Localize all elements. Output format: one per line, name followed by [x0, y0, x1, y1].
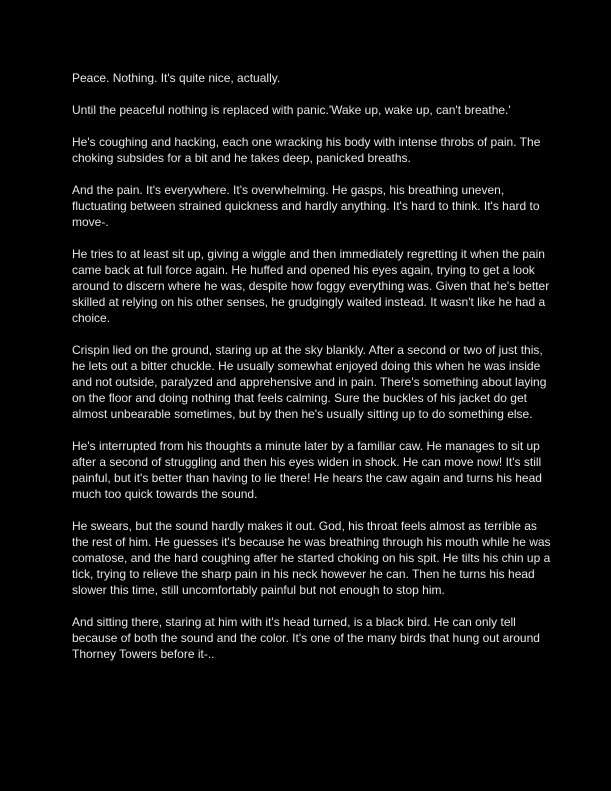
paragraph-6: Crispin lied on the ground, staring up at the sky blankly. After a second or two of just this, he lets out a bitter chuckle. He usually somewhat enjoyed doing this when he was inside and not outside, paralyzed and apprehensive and in pain. There's something about laying on the floor and doing nothing that feels calming. Sure the buckles of his jacket do get almost unbearable sometimes, but by then he's usually sitting up to do something else. — [72, 343, 547, 421]
paragraph-2: Until the peaceful nothing is replaced with panic.'Wake up, wake up, can't breathe.' — [72, 103, 511, 117]
story-text-body — [72, 70, 552, 678]
paragraph-8: He swears, but the sound hardly makes it out. God, his throat feels almost as terrible as the rest of him. He guesses it's because he was breathing through his mouth while he was comatose, and the hard coughing after he started choking on his spit. He tilts his chin up a tick, trying to relieve the sharp pain in his neck however he can. Then he turns his head slower this time, still uncomfortably painful but not enough to stop him. — [72, 519, 551, 597]
paragraph-1: Peace. Nothing. It's quite nice, actually. — [72, 71, 281, 85]
paragraph-9: And sitting there, staring at him with it's head turned, is a black bird. He can only tell because of both the sound and the color. It's one of the many birds that hung out around Thorney Towers before it-.. — [72, 615, 540, 661]
paragraph-7: He's interrupted from his thoughts a minute later by a familiar caw. He manages to sit up after a second of struggling and then his eyes widen in shock. He can move now! It's still painful, but it's better than having to lie there! He hears the caw again and turns his head much too quick towards the sound. — [72, 439, 542, 501]
paragraph-3: He's coughing and hacking, each one wracking his body with intense throbs of pain. The choking subsides for a bit and he takes deep, panicked breaths. — [72, 135, 541, 165]
paragraph-4: And the pain. It's everywhere. It's overwhelming. He gasps, his breathing uneven, fluctuating between strained quickness and hardly anything. It's hard to think. It's hard to move-. — [72, 183, 540, 229]
paragraph-5: He tries to at least sit up, giving a wiggle and then immediately regretting it when the pain came back at full force again. He huffed and opened his eyes again, trying to get a look around to discern where he was, despite how foggy everything was. Given that he's better skilled at relying on his other senses, he grudgingly waited instead. It wasn't like he had a choice. — [72, 247, 550, 325]
